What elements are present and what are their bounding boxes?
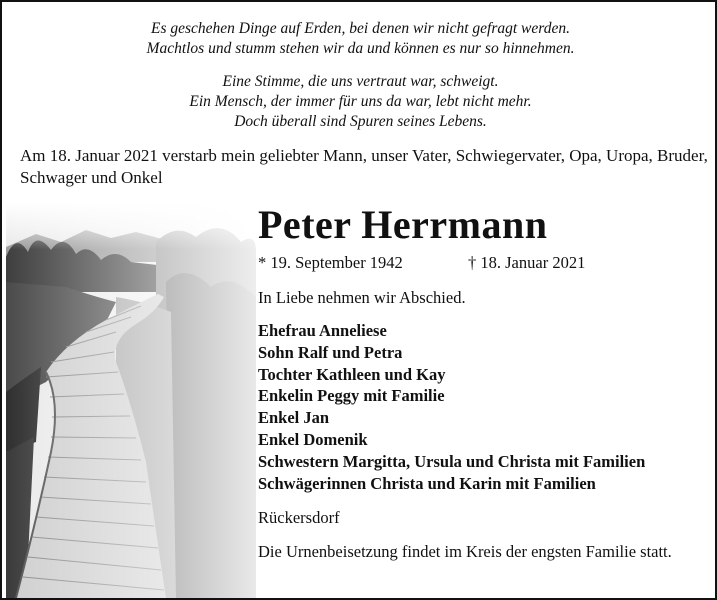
list-item: Schwägerinnen Christa und Karin mit Familien [258, 473, 596, 493]
poem-stanza-1 [2, 19, 717, 59]
list-item: Sohn Ralf und Petra [258, 342, 403, 362]
poem-line: Eine Stimme, die uns vertraut war, schweigt. [222, 73, 499, 90]
poem-line: Ein Mensch, der immer für uns da war, lebt nicht mehr. [189, 93, 532, 110]
mourners-list [258, 320, 645, 494]
farewell-text: In Liebe nehmen wir Abschied. [258, 288, 466, 307]
list-item: Tochter Kathleen und Kay [258, 364, 446, 384]
poem-stanza-2 [2, 72, 717, 132]
burial-note: Die Urnenbeisetzung findet im Kreis der engsten Familie statt. [258, 542, 672, 561]
birth-date: * 19. September 1942 [258, 253, 403, 272]
list-item: Enkel Domenik [258, 429, 368, 449]
list-item: Enkelin Peggy mit Familie [258, 386, 445, 406]
deceased-name: Peter Herrmann [258, 202, 548, 247]
list-item: Enkel Jan [258, 408, 330, 428]
boardwalk-photo [6, 202, 256, 598]
poem-line: Machtlos und stumm stehen wir da und können es nur so hinnehmen. [146, 40, 575, 57]
announcement-text: Am 18. Januar 2021 verstarb mein geliebter Mann, unser Vater, Schwiegervater, Opa, Uropa, Bruder, Schwager und Onkel [20, 146, 708, 187]
list-item: Schwestern Margitta, Ursula und Christa mit Familien [258, 451, 646, 471]
death-date: † 18. Januar 2021 [468, 253, 586, 272]
poem-line: Doch überall sind Spuren seines Lebens. [234, 113, 487, 130]
list-item: Ehefrau Anneliese [258, 321, 387, 340]
poem-line: Es geschehen Dinge auf Erden, bei denen wir nicht gefragt werden. [151, 20, 570, 37]
place-name: Rückersdorf [258, 508, 340, 527]
